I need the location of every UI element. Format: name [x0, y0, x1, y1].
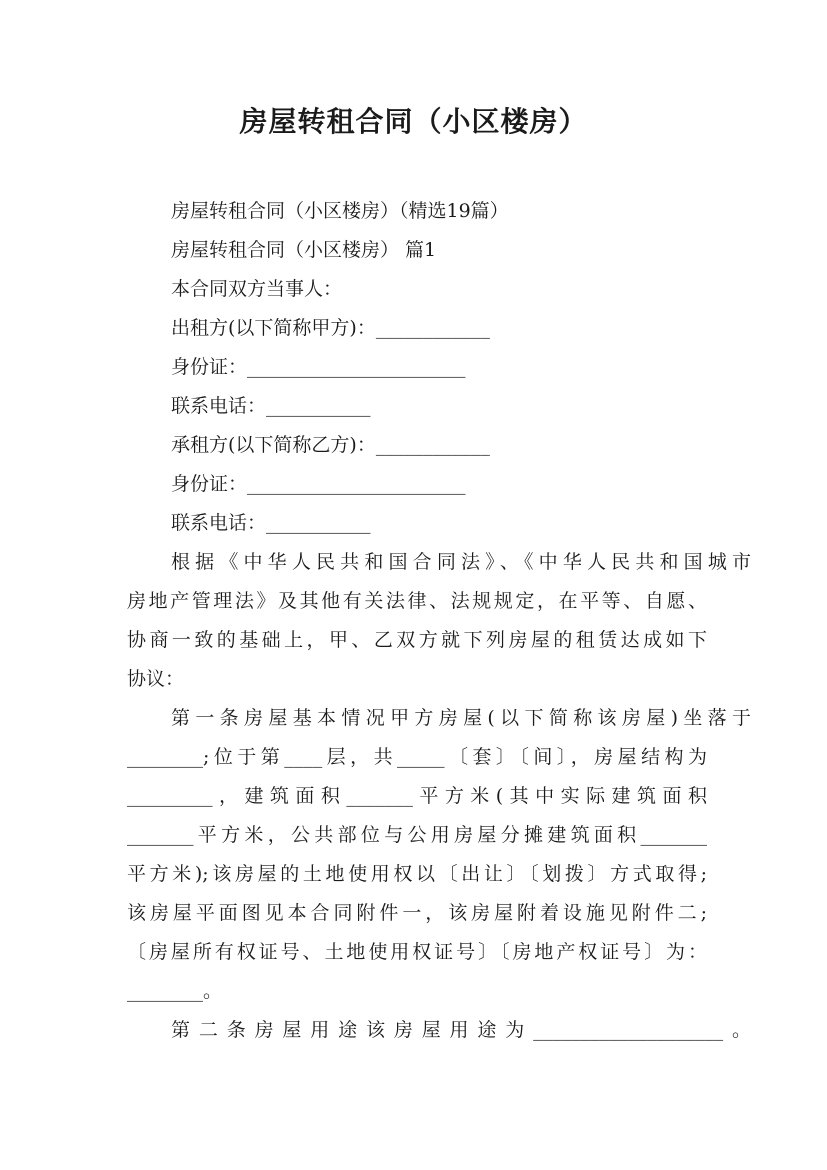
doc-line-article1-4: _______平方米，公共部位与公用房屋分摊建筑面积_______	[127, 824, 707, 846]
doc-line-lessee: 承租方(以下简称乙方)：____________	[171, 434, 490, 456]
doc-line-parties: 本合同双方当事人：	[171, 278, 343, 300]
doc-line-basis-2: 房地产管理法》及其他有关法律、法规规定，在平等、自愿、	[127, 590, 707, 612]
doc-line-article1-7: 〔房屋所有权证号、土地使用权证号〕〔房地产权证号〕为：	[127, 941, 707, 963]
doc-line-article2: 第二条房屋用途该房屋用途为____________________。	[171, 1019, 751, 1041]
doc-line-article1-6: 该房屋平面图见本合同附件一，该房屋附着设施见附件二;	[127, 902, 707, 924]
doc-line-lessee-phone: 联系电话：___________	[171, 512, 371, 534]
doc-line-lessor: 出租方(以下简称甲方)：____________	[171, 317, 490, 339]
doc-line-article1-1: 第一条房屋基本情况甲方房屋(以下简称该房屋)坐落于	[171, 707, 751, 729]
doc-line-subtitle: 房屋转租合同（小区楼房）（精选19篇）	[171, 200, 509, 222]
doc-line-basis-3: 协商一致的基础上，甲、乙双方就下列房屋的租赁达成如下	[127, 629, 707, 651]
doc-line-basis-4: 协议：	[127, 668, 185, 690]
doc-line-article1-2: ________;位于第____层，共_____〔套〕〔间〕，房屋结构为	[127, 746, 707, 768]
doc-line-article1-8: ________。	[127, 980, 223, 1002]
doc-line-section-heading: 房屋转租合同（小区楼房） 篇1	[171, 239, 437, 261]
doc-line-basis-1: 根据《中华人民共和国合同法》、《中华人民共和国城市	[171, 551, 751, 573]
doc-line-lessor-phone: 联系电话：___________	[171, 395, 371, 417]
doc-line-article1-3: _________，建筑面积_______平方米(其中实际建筑面积	[127, 785, 707, 807]
doc-line-lessor-id: 身份证：_______________________	[171, 356, 466, 378]
doc-line-lessee-id: 身份证：_______________________	[171, 473, 466, 495]
doc-line-article1-5: 平方米);该房屋的土地使用权以〔出让〕〔划拨〕方式取得;	[127, 863, 707, 885]
document-title: 房屋转租合同（小区楼房）	[239, 105, 588, 138]
